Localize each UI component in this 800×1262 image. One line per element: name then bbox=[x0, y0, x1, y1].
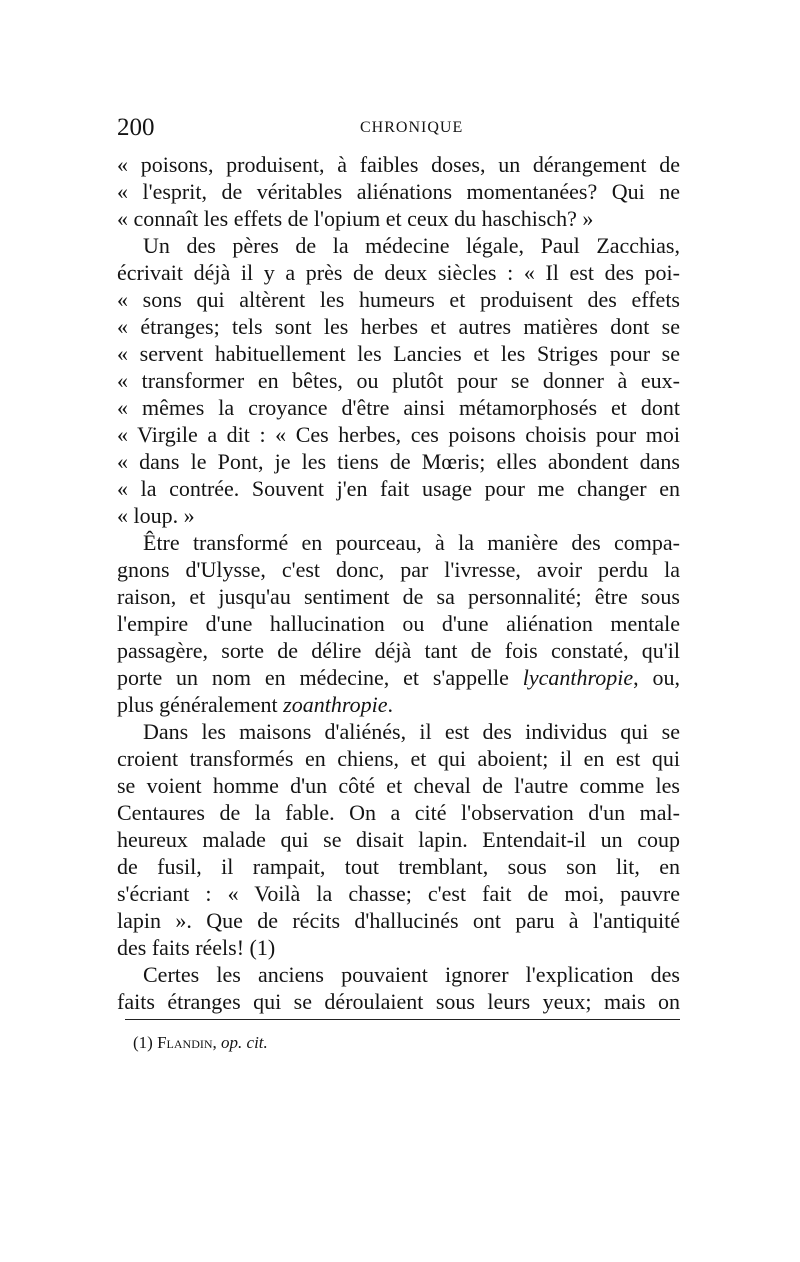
footnote-separator: , bbox=[212, 1033, 222, 1052]
italic-term-lycanthropie: lycanthropie bbox=[522, 665, 634, 690]
text-line: s'écriant : « Voilà la chasse; c'est fait de moi, pauvre bbox=[117, 881, 680, 906]
text-line: « dans le Pont, je les tiens de Mœris; elles abondent dans bbox=[117, 449, 680, 474]
footnote bbox=[133, 1032, 268, 1054]
text-line: « transformer en bêtes, ou plutôt pour se donner à eux- bbox=[117, 368, 680, 393]
text-line: Certes les anciens pouvaient ignorer l'explication des bbox=[143, 962, 680, 987]
text-line: « Virgile a dit : « Ces herbes, ces poisons choisis pour moi bbox=[117, 422, 680, 447]
text-line: Centaures de la fable. On a cité l'observation d'un mal- bbox=[117, 800, 680, 825]
text-line: « mêmes la croyance d'être ainsi métamorphosés et dont bbox=[117, 395, 680, 420]
running-title: CHRONIQUE bbox=[360, 119, 464, 136]
text-line: « la contrée. Souvent j'en fait usage pour me changer en bbox=[117, 476, 680, 501]
footnote-divider bbox=[125, 1019, 680, 1020]
text-segment: plus généralement bbox=[117, 692, 284, 717]
text-segment: . bbox=[387, 692, 393, 717]
text-line: de fusil, il rampait, tout tremblant, sous son lit, en bbox=[117, 854, 680, 879]
text-segment: , ou, bbox=[633, 665, 680, 690]
footnote-author: Flandin bbox=[157, 1033, 213, 1052]
text-line: Dans les maisons d'aliénés, il est des individus qui se bbox=[143, 719, 680, 744]
body-text bbox=[117, 151, 680, 1015]
text-line: se voient homme d'un côté et cheval de l'autre comme les bbox=[117, 773, 680, 798]
footnote-marker: (1) bbox=[133, 1033, 153, 1052]
text-line: « loup. » bbox=[117, 503, 195, 528]
footnote-reference: op. cit. bbox=[221, 1033, 268, 1052]
text-line: raison, et jusqu'au sentiment de sa personnalité; être sous bbox=[117, 584, 680, 609]
italic-term-zoanthropie: zoanthropie bbox=[283, 692, 388, 717]
text-line: l'empire d'une hallucination ou d'une aliénation mentale bbox=[117, 611, 680, 636]
text-line: « sons qui altèrent les humeurs et produisent des effets bbox=[117, 287, 680, 312]
text-line: « servent habituellement les Lancies et les Striges pour se bbox=[117, 341, 680, 366]
text-line: des faits réels! (1) bbox=[117, 935, 276, 960]
text-line: faits étranges qui se déroulaient sous leurs yeux; mais on bbox=[117, 989, 680, 1014]
text-line: écrivait déjà il y a près de deux siècles : « Il est des poi- bbox=[117, 260, 680, 285]
text-line: « l'esprit, de véritables aliénations momentanées? Qui ne bbox=[117, 179, 680, 204]
text-line: lapin ». Que de récits d'hallucinés ont paru à l'antiquité bbox=[117, 908, 680, 933]
text-line: Un des pères de la médecine légale, Paul Zacchias, bbox=[143, 233, 680, 258]
text-line: gnons d'Ulysse, c'est donc, par l'ivresse, avoir perdu la bbox=[117, 557, 680, 582]
text-line bbox=[117, 664, 680, 691]
text-line bbox=[117, 691, 680, 718]
text-line: « poisons, produisent, à faibles doses, un dérangement de bbox=[117, 152, 680, 177]
text-segment: porte un nom en médecine, et s'appelle bbox=[117, 665, 523, 690]
text-line: heureux malade qui se disait lapin. Entendait-il un coup bbox=[117, 827, 680, 852]
text-line: Être transformé en pourceau, à la manière des compa- bbox=[143, 530, 680, 555]
page-number: 200 bbox=[117, 114, 155, 141]
text-line: « étranges; tels sont les herbes et autres matières dont se bbox=[117, 314, 680, 339]
text-line: passagère, sorte de délire déjà tant de fois constaté, qu'il bbox=[117, 638, 680, 663]
text-line: « connaît les effets de l'opium et ceux du haschisch? » bbox=[117, 206, 594, 231]
text-line: croient transformés en chiens, et qui aboient; il en est qui bbox=[117, 746, 680, 771]
